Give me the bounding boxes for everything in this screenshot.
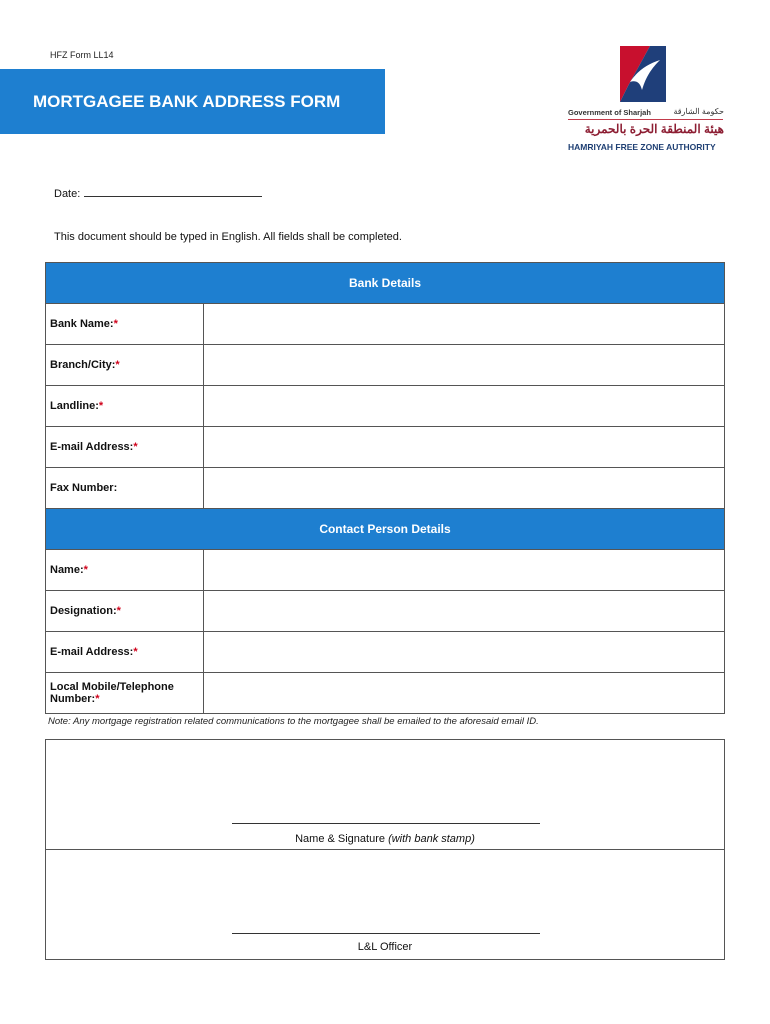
signature-box — [45, 739, 725, 960]
table-row — [46, 673, 725, 714]
table-row — [46, 550, 725, 591]
field-label-bank-name: Bank Name:* — [46, 304, 204, 345]
contact-email-input[interactable] — [204, 632, 725, 673]
signature-caption — [46, 833, 724, 845]
required-mark: * — [116, 605, 121, 617]
government-ar: حكومة الشارقة — [673, 107, 724, 116]
contact-name-input[interactable] — [204, 550, 725, 591]
note-text: Note: Any mortgage registration related communications to the mortgagee shall be emailed to the aforesaid email ID. — [48, 716, 539, 727]
date-field — [54, 185, 262, 200]
authority-ar: هيئة المنطقة الحرة بالحمرية — [584, 122, 724, 136]
form-title-band — [0, 69, 385, 134]
table-row — [46, 468, 725, 509]
bank-details-header-row — [46, 263, 725, 304]
field-label-designation: Designation:* — [46, 591, 204, 632]
table-row — [46, 632, 725, 673]
table-row — [46, 304, 725, 345]
required-mark: * — [133, 441, 138, 453]
details-table — [45, 262, 725, 714]
contact-details-header-row — [46, 509, 725, 550]
government-en: Government of Sharjah — [568, 108, 651, 117]
mobile-telephone-input[interactable] — [204, 673, 725, 714]
required-mark: * — [98, 400, 104, 412]
date-label: Date: — [54, 188, 81, 200]
form-code: HFZ Form LL14 — [50, 50, 114, 60]
required-mark: * — [95, 693, 100, 705]
field-label-bank-email: E-mail Address:* — [46, 427, 204, 468]
contact-details-heading: Contact Person Details — [46, 509, 725, 550]
instruction-text: This document should be typed in English. All fields shall be completed. — [54, 231, 402, 243]
officer-signature-line[interactable] — [232, 933, 540, 934]
field-label-branch-city: Branch/City:* — [46, 345, 204, 386]
table-row — [46, 427, 725, 468]
signature-label: Name & Signature — [295, 833, 385, 845]
signature-line[interactable] — [232, 823, 540, 824]
bank-details-heading: Bank Details — [46, 263, 725, 304]
bank-email-input[interactable] — [204, 427, 725, 468]
authority-en: HAMRIYAH FREE ZONE AUTHORITY — [568, 142, 716, 152]
logo-rule — [568, 119, 723, 120]
branch-city-input[interactable] — [204, 345, 725, 386]
field-label-fax: Fax Number: — [46, 468, 204, 509]
bank-name-input[interactable] — [204, 304, 725, 345]
signature-divider — [46, 849, 724, 850]
table-row — [46, 386, 725, 427]
date-input-line[interactable] — [84, 185, 262, 197]
landline-input[interactable] — [204, 386, 725, 427]
required-mark: * — [115, 359, 120, 371]
field-label-mobile: Local Mobile/Telephone Number:* — [46, 673, 204, 714]
required-mark: * — [113, 318, 118, 330]
field-label-landline: Landline:* — [46, 386, 204, 427]
form-title: MORTGAGEE BANK ADDRESS FORM — [33, 91, 341, 111]
hfza-logo — [566, 46, 726, 156]
fax-number-input[interactable] — [204, 468, 725, 509]
field-label-contact-name: Name:* — [46, 550, 204, 591]
officer-label: L&L Officer — [357, 941, 413, 953]
field-label-contact-email: E-mail Address:* — [46, 632, 204, 673]
table-row — [46, 591, 725, 632]
required-mark: * — [133, 646, 138, 658]
designation-input[interactable] — [204, 591, 725, 632]
required-mark: * — [83, 564, 88, 576]
signature-qualifier: (with bank stamp) — [388, 833, 475, 845]
bird-emblem-icon — [620, 46, 666, 102]
table-row — [46, 345, 725, 386]
